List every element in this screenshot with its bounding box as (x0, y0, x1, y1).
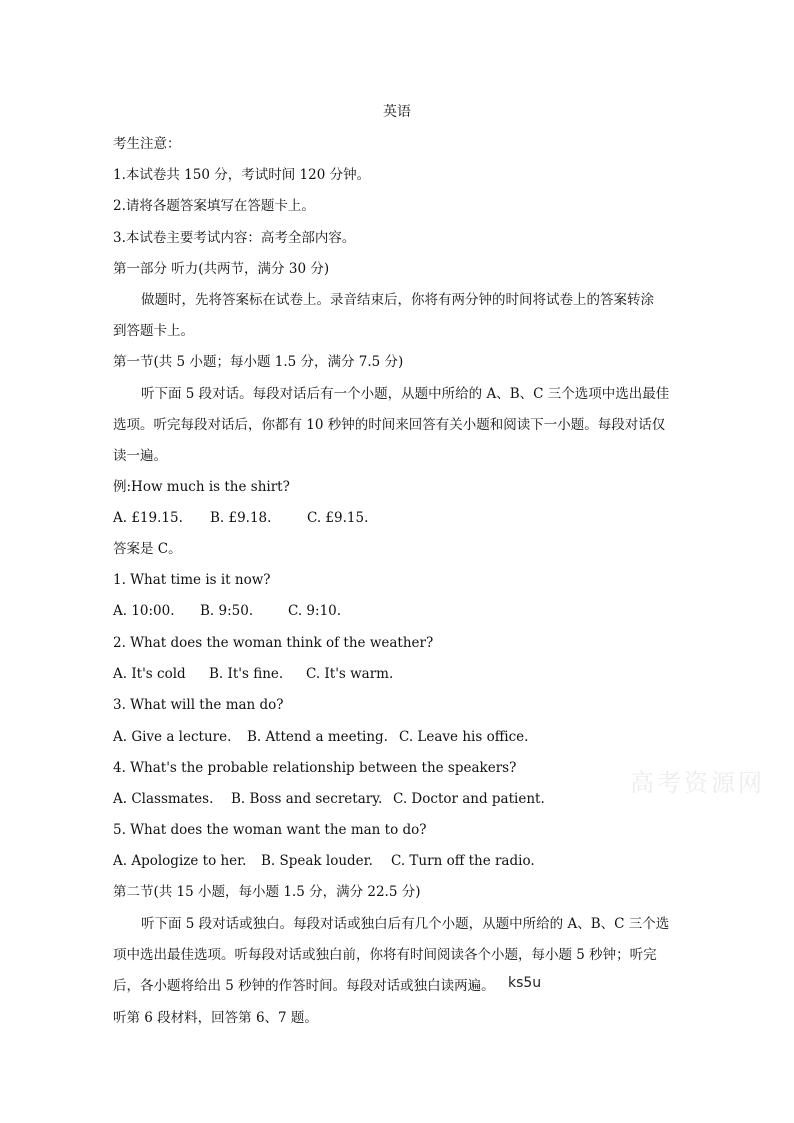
question: 1. What time is it now? (113, 572, 271, 588)
option-c: C. It's warm. (306, 666, 394, 682)
page-title: 英语 (383, 104, 411, 120)
notice-heading: 考生注意： (113, 136, 181, 152)
example-options (113, 509, 368, 527)
option-b: B. Boss and secretary. (231, 791, 383, 807)
option-a: A. £19.15. (113, 510, 183, 526)
ks5u-stamp: ks5u (508, 975, 542, 991)
watermark: 高考资源网 (630, 769, 765, 797)
option-b: B. 9:50. (200, 603, 254, 619)
option-c: C. Doctor and patient. (393, 791, 545, 807)
option-a: A. Give a lecture. (113, 729, 232, 745)
option-a: A. Classmates. (113, 791, 214, 807)
notice-item: 2.请将各题答案填写在答题卡上。 (113, 198, 315, 214)
option-c: C. £9.15. (307, 510, 369, 526)
option-c: C. Leave his office. (399, 729, 529, 745)
section1-instruction: 选项。听完每段对话后，你都有 10 秒钟的时间来回答有关小题和阅读下一小题。每段对话仅 (113, 417, 666, 433)
question: 5. What does the woman want the man to do? (113, 822, 427, 838)
section1-instruction: 听下面 5 段对话。每段对话后有一个小题，从题中所给的 A、B、C 三个选项中选出最佳 (141, 386, 670, 402)
question-options (113, 852, 535, 870)
question-options (113, 602, 341, 620)
question: 2. What does the woman think of the weather? (113, 635, 434, 651)
part1-instruction: 做题时，先将答案标在试卷上。录音结束后，你将有两分钟的时间将试卷上的答案转涂 (141, 292, 654, 308)
option-b: B. Attend a meeting. (247, 729, 388, 745)
part1-heading: 第一部分 听力(共两节，满分 30 分) (113, 261, 330, 277)
option-c: C. Turn off the radio. (391, 853, 535, 869)
section2-instruction: 听下面 5 段对话或独白。每段对话或独白后有几个小题，从题中所给的 A、B、C 三个选 (141, 916, 670, 932)
part1-instruction: 到答题卡上。 (113, 323, 194, 339)
question: 4. What's the probable relationship between the speakers? (113, 760, 517, 776)
notice-item: 3.本试卷主要考试内容：高考全部内容。 (113, 230, 356, 246)
question-options (113, 728, 528, 746)
option-a: A. Apologize to her. (113, 853, 247, 869)
example-question: 例:How much is the shirt? (113, 479, 290, 495)
question-options (113, 665, 393, 683)
section2-instruction: 后，各小题将给出 5 秒钟的作答时间。每段对话或独白读两遍。 (113, 978, 495, 994)
notice-item: 1.本试卷共 150 分，考试时间 120 分钟。 (113, 167, 371, 183)
option-b: B. £9.18. (210, 510, 272, 526)
option-b: B. It's fine. (209, 666, 284, 682)
material-line: 听第 6 段材料，回答第 6、7 题。 (113, 1010, 318, 1026)
question-options (113, 790, 545, 808)
section2-heading: 第二节(共 15 小题，每小题 1.5 分，满分 22.5 分) (113, 884, 421, 900)
section2-instruction: 项中选出最佳选项。听每段对话或独白前，你将有时间阅读各个小题，每小题 5 秒钟；听完 (113, 947, 657, 963)
example-answer: 答案是 C。 (113, 541, 182, 557)
section1-heading: 第一节(共 5 小题；每小题 1.5 分，满分 7.5 分) (113, 354, 404, 370)
option-b: B. Speak louder. (261, 853, 373, 869)
section1-instruction: 读一遍。 (113, 448, 167, 464)
question: 3. What will the man do? (113, 697, 284, 713)
option-a: A. 10:00. (113, 603, 175, 619)
option-c: C. 9:10. (288, 603, 342, 619)
option-a: A. It's cold (113, 666, 186, 682)
